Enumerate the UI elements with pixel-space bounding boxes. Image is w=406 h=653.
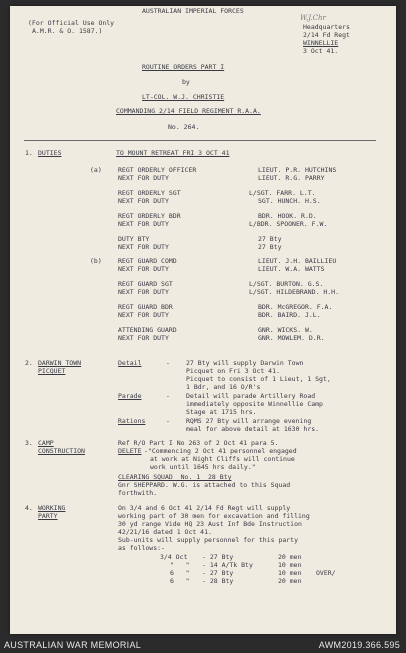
duty-name: BDR. HOOK. R.D. — [258, 212, 317, 220]
parade-label: Parade — [118, 392, 142, 400]
squad-line: Gnr SHEPPARD. W.G. is attached to this Squad — [118, 481, 291, 489]
allocation-unit: - 14 A/Tk Bty — [202, 561, 253, 569]
allocation-date: 6 " — [170, 569, 190, 577]
duty-role: NEXT FOR DUTY — [118, 288, 169, 296]
duty-name: L/SGT. BURTON. G.S. — [249, 280, 324, 288]
delete-line: work until 1645 hrs daily." — [150, 463, 256, 471]
duty-role: REGT ORDERLY OFFICER — [118, 166, 197, 174]
duty-name: L/SGT. HILDEBRAND. H.H. — [249, 288, 340, 296]
parade-line: Detail will parade Artillery Road — [186, 392, 316, 400]
hq-line-3: WINNELLIE — [303, 39, 339, 47]
section-2-heading-1: DARWIN TOWN — [38, 359, 82, 367]
detail-label: Detail — [118, 359, 142, 367]
allocation-date: 3/4 Oct — [160, 553, 188, 561]
detail-line: 1 Bdr, and 16 O/R's — [186, 383, 261, 391]
hq-line-1: Headquarters — [303, 23, 350, 31]
section-2-number: 2. — [25, 359, 33, 367]
rations-label: Rations — [118, 417, 146, 425]
allocation-men: 20 men — [278, 577, 302, 585]
duty-name: 27 Bty — [258, 243, 282, 251]
marker-a: (a) — [90, 166, 102, 174]
title-line-4: COMMANDING 2/14 FIELD REGIMENT R.A.A. — [116, 107, 261, 115]
working-party-line: working part of 30 men for excavation and filling — [118, 512, 310, 520]
duty-role: REGT ORDERLY SGT — [118, 189, 181, 197]
detail-line: Picquet to consist of 1 Lieut, 1 Sgt, — [186, 375, 331, 383]
rations-line: meal for above detail at 1630 hrs. — [186, 425, 320, 433]
section-1-subheading: TO MOUNT RETREAT FRI 3 OCT 41 — [116, 149, 230, 157]
over-note: OVER/ — [316, 569, 336, 577]
duty-name: LIEUT. J.H. BAILLIEU — [258, 257, 337, 265]
section-4-heading-2: PARTY — [38, 512, 58, 520]
section-4-heading-1: WORKING — [38, 504, 66, 512]
section-2-heading-2: PICQUET — [38, 367, 66, 375]
allocation-men: 10 men — [278, 569, 302, 577]
section-4-number: 4. — [25, 504, 33, 512]
duty-name: BDR. McGREGOR. F.A. — [258, 303, 333, 311]
official-use-line-2: A.M.R. & O. 1587.) — [32, 27, 103, 35]
dash: - — [166, 417, 170, 425]
handwritten-signature: W.J.Chr — [300, 14, 326, 22]
duty-role: REGT ORDERLY BDR — [118, 212, 181, 220]
reference-line: Ref R/O Part I No 263 of 2 Oct 41 para 5. — [118, 439, 279, 447]
hq-line-4: 3 Oct 41. — [303, 47, 339, 55]
working-party-line: as follows:- — [118, 544, 165, 552]
duty-role: NEXT FOR DUTY — [118, 174, 169, 182]
top-banner: AUSTRALIAN IMPERIAL FORCES — [142, 7, 244, 15]
duty-name: LIEUT. W.A. WATTS — [258, 265, 325, 273]
duty-role: ATTENDING GUARD — [118, 326, 177, 334]
delete-label: DELETE — [118, 447, 142, 455]
title-divider — [24, 140, 376, 141]
duty-role: REGT GUARD COMD — [118, 257, 177, 265]
parade-line: Stage at 1715 hrs. — [186, 408, 257, 416]
allocation-men: 10 men — [278, 561, 302, 569]
duty-name: SGT. HUNCH. H.S. — [258, 197, 321, 205]
duty-role: NEXT FOR DUTY — [118, 311, 169, 319]
squad-line: forthwith. — [118, 489, 158, 497]
dash: - — [166, 359, 170, 367]
parade-line: immediately opposite Winnellie Camp — [186, 400, 323, 408]
allocation-unit: - 27 Bty — [202, 569, 234, 577]
duty-name: BDR. BAIRD. J.L. — [258, 311, 321, 319]
section-3-heading-2: CONSTRUCTION — [38, 447, 85, 455]
title-line-3: LT-COL. W.J. CHRISTIE — [142, 93, 225, 101]
title-line-1: ROUTINE ORDERS PART I — [142, 63, 225, 71]
section-1-heading: DUTIES — [38, 149, 62, 157]
working-party-line: 42/21/16 dated 1 Oct 41. — [118, 528, 212, 536]
official-use-line-1: (For Official Use Only — [28, 19, 115, 27]
allocation-unit: - 27 Bty — [202, 553, 234, 561]
section-3-number: 3. — [25, 439, 33, 447]
clearing-squad-heading: CLEARING SQUAD No. 1 28 Bty — [118, 473, 232, 481]
working-party-line: Sub-units will supply personnel for this party — [118, 536, 299, 544]
hq-line-2: 2/14 Fd Regt — [303, 31, 350, 39]
duty-name: 27 Bty — [258, 235, 282, 243]
duty-name: LIEUT. P.R. HUTCHINS — [258, 166, 337, 174]
rations-line: RQMS 27 Bty will arrange evening — [186, 417, 312, 425]
delete-line: at work at Night Cliffs will continue — [150, 455, 295, 463]
marker-b: (b) — [90, 257, 102, 265]
duty-role: REGT GUARD BDR — [118, 303, 173, 311]
duty-role: NEXT FOR DUTY — [118, 334, 169, 342]
duty-name: LIEUT. R.G. PARRY — [258, 174, 325, 182]
duty-role: NEXT FOR DUTY — [118, 197, 169, 205]
footer-institution: AUSTRALIAN WAR MEMORIAL — [4, 640, 142, 650]
duty-role: DUTY BTY — [118, 235, 150, 243]
dash: - — [166, 392, 170, 400]
archive-footer — [0, 638, 406, 653]
duty-name: L/SGT. FARR. L.T. — [249, 189, 316, 197]
order-number: No. 264. — [168, 123, 200, 131]
duty-role: REGT GUARD SGT — [118, 280, 173, 288]
duty-role: NEXT FOR DUTY — [118, 265, 169, 273]
working-party-line: On 3/4 and 6 Oct 41 2/14 Fd Regt will supply — [118, 504, 291, 512]
delete-line: -"Commencing 2 Oct 41 personnel engaged — [144, 447, 297, 455]
section-1-number: 1. — [25, 149, 33, 157]
allocation-date: 6 " — [170, 577, 190, 585]
footer-accession-number: AWM2019.366.595 — [318, 640, 400, 650]
detail-line: 27 Bty will supply Darwin Town — [186, 359, 304, 367]
duty-role: NEXT FOR DUTY — [118, 220, 169, 228]
duty-name: L/BDR. SPOONER. F.W. — [249, 220, 328, 228]
section-3-heading-1: CAMP — [38, 439, 54, 447]
detail-line: Picquet on Fri 3 Oct 41. — [186, 367, 280, 375]
duty-name: GNR. WICKS. W. — [258, 326, 313, 334]
allocation-date: " " — [170, 561, 190, 569]
working-party-line: 30 yd range Vide HQ 23 Aust Inf Bde Instruction — [118, 520, 302, 528]
allocation-unit: - 28 Bty — [202, 577, 234, 585]
allocation-men: 20 men — [278, 553, 302, 561]
duty-role: NEXT FOR DUTY — [118, 243, 169, 251]
title-line-2: by — [182, 78, 190, 86]
document-page — [10, 6, 396, 634]
duty-name: GNR. MOWLEM. D.R. — [258, 334, 325, 342]
